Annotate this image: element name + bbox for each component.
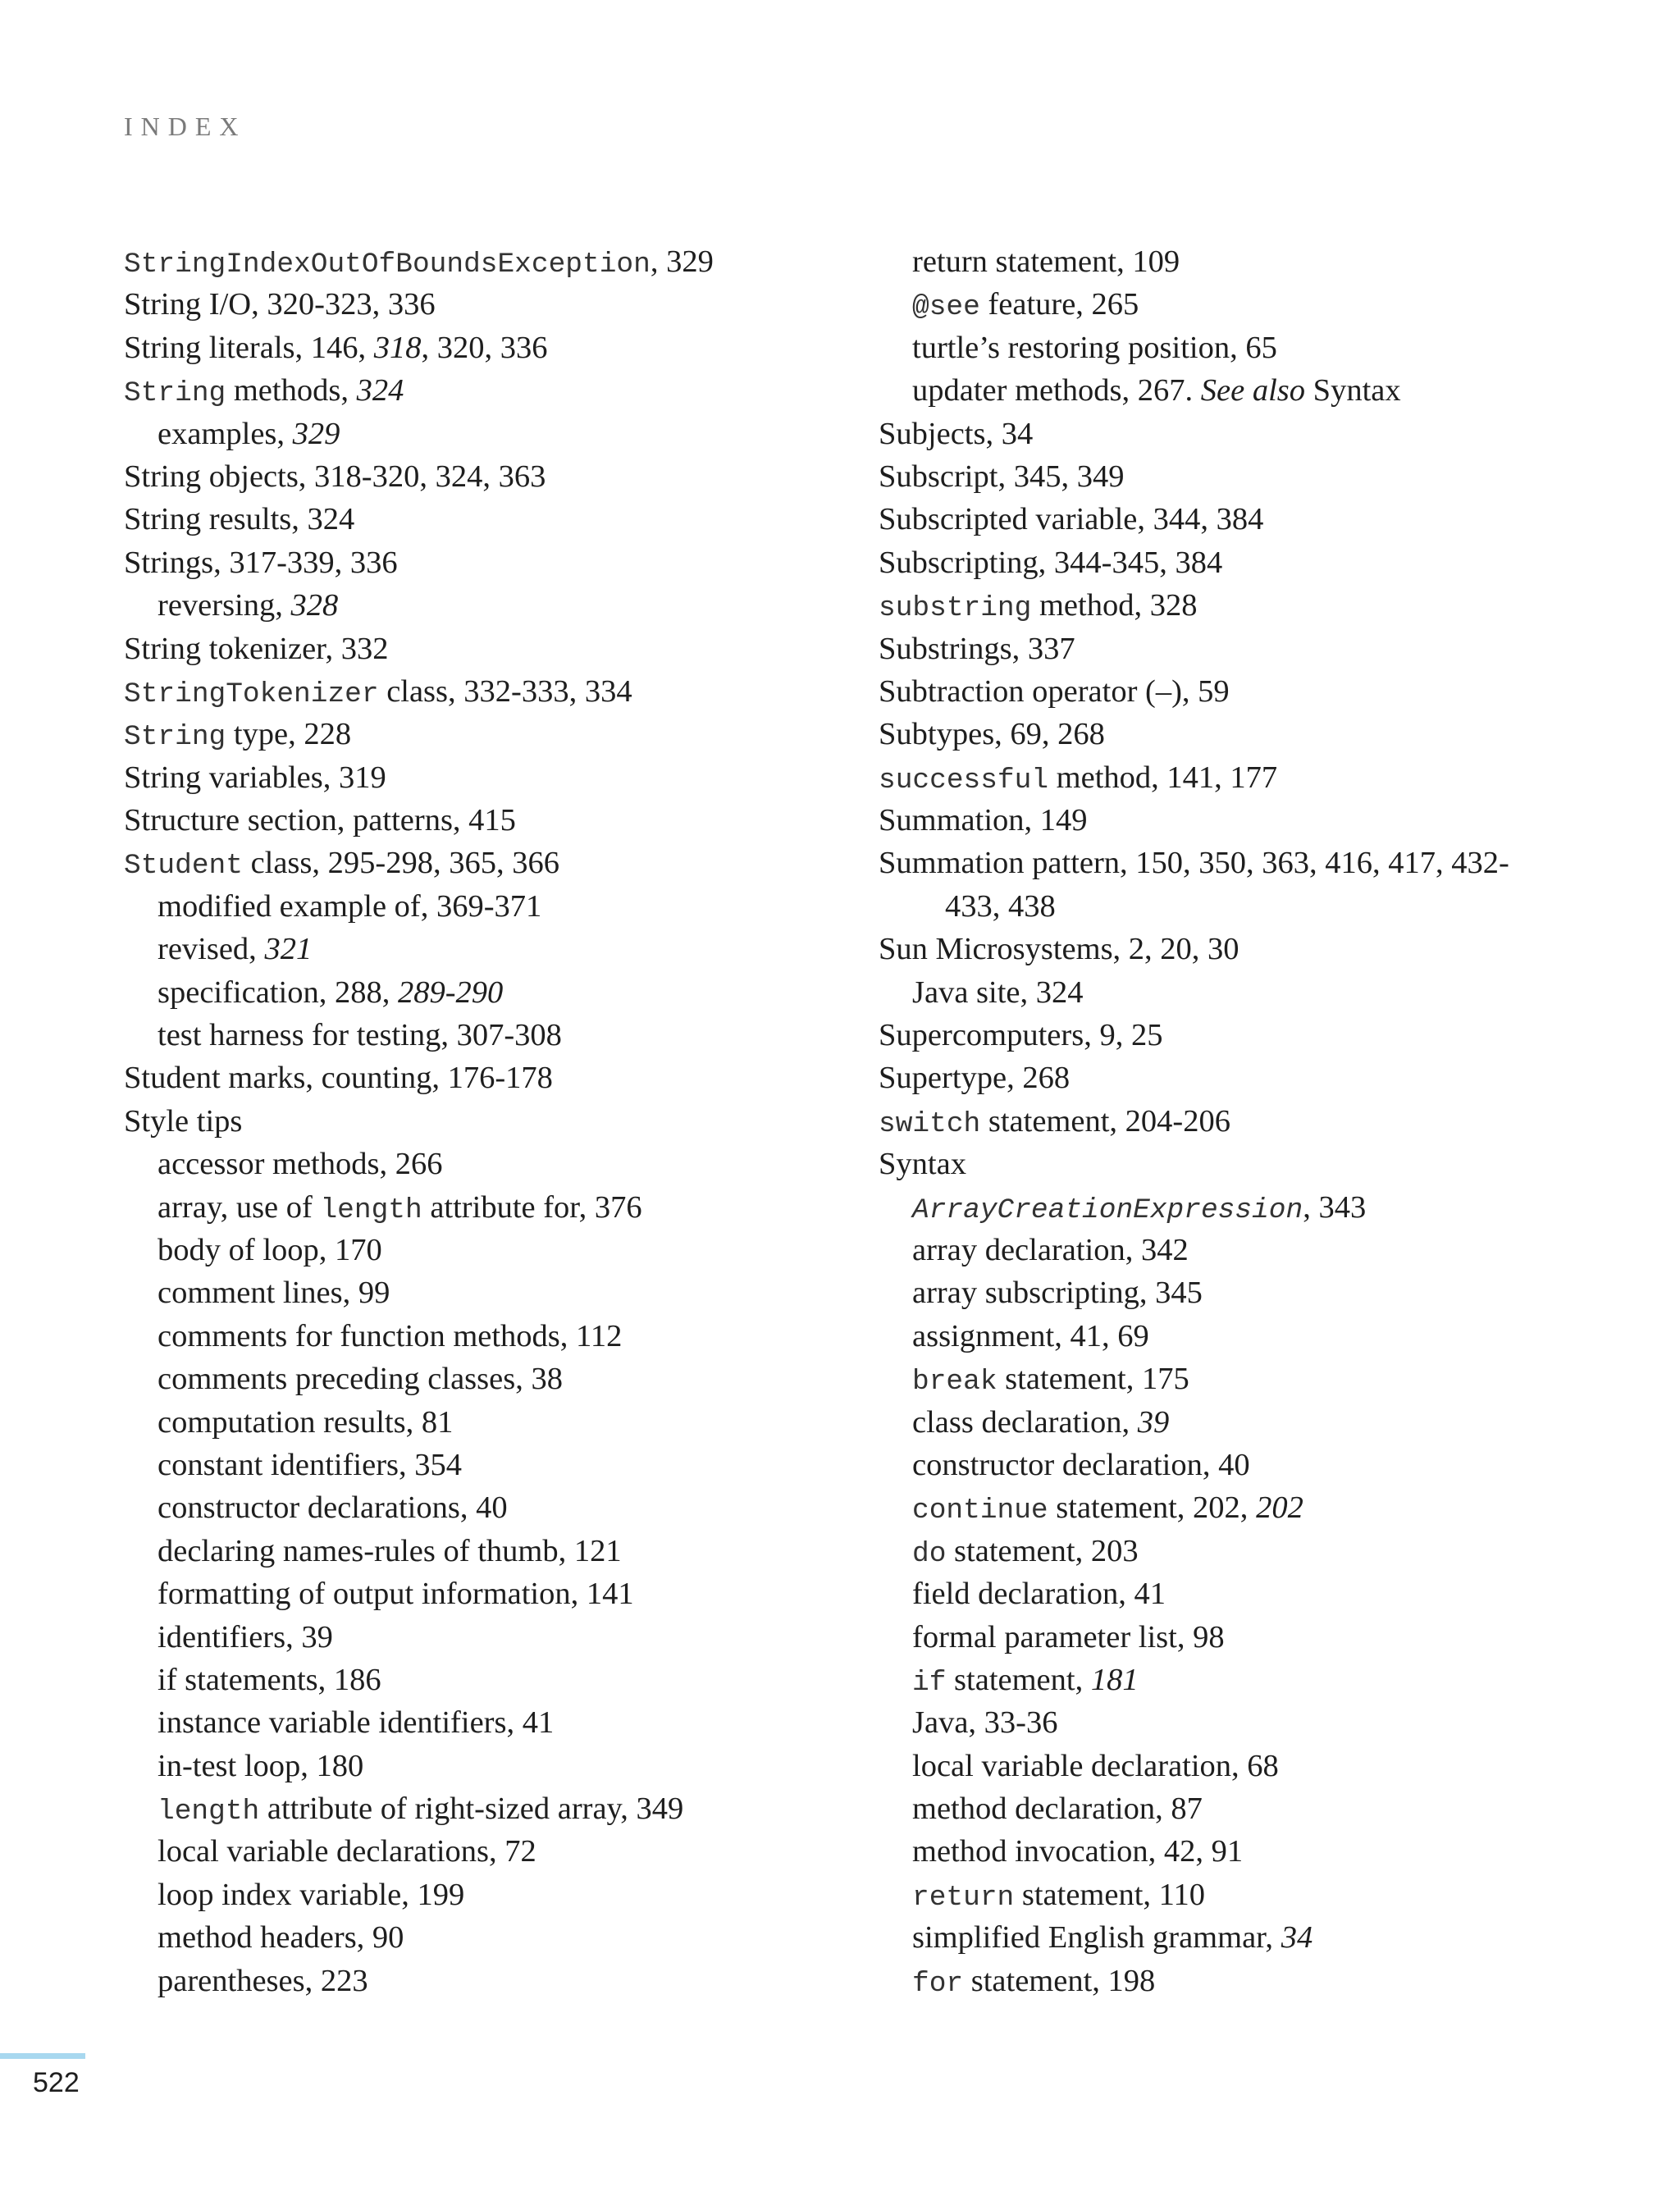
index-entry bbox=[879, 455, 1584, 498]
entry-text: Syntax bbox=[879, 1147, 966, 1182]
entry-text: Supercomputers, 9, 25 bbox=[879, 1018, 1163, 1053]
index-entry bbox=[879, 842, 1584, 884]
entry-text: comments preceding classes, 38 bbox=[158, 1362, 563, 1397]
entry-text: statement, 198 bbox=[963, 1963, 1156, 1998]
entry-text: Substrings, 337 bbox=[879, 631, 1075, 666]
entry-text: if statements, 186 bbox=[158, 1662, 381, 1697]
index-entry bbox=[124, 326, 862, 369]
entry-text: comment lines, 99 bbox=[158, 1276, 390, 1311]
index-entry bbox=[124, 799, 862, 842]
index-subentry bbox=[124, 1014, 862, 1057]
running-header: INDEX bbox=[124, 112, 247, 141]
entry-text: 321 bbox=[264, 932, 313, 967]
entry-text: 39 bbox=[1137, 1404, 1170, 1440]
entry-text: 328 bbox=[290, 588, 339, 623]
entry-text: Structure section, patterns, 415 bbox=[124, 803, 516, 838]
entry-text: formatting of output information, 141 bbox=[158, 1577, 634, 1612]
index-subentry bbox=[124, 1745, 862, 1787]
index-subentry bbox=[124, 1143, 862, 1185]
index-subentry bbox=[124, 413, 862, 455]
entry-text: constant identifiers, 354 bbox=[158, 1447, 463, 1482]
index-entry bbox=[879, 670, 1584, 713]
entry-text: parentheses, 223 bbox=[158, 1963, 368, 1998]
index-subentry bbox=[124, 584, 862, 627]
code-term: successful bbox=[879, 764, 1049, 796]
index-subentry bbox=[879, 1358, 1584, 1400]
index-subentry bbox=[124, 1572, 862, 1615]
index-subentry bbox=[879, 1874, 1584, 1916]
footer-accent-bar bbox=[0, 2053, 85, 2059]
entry-text: 318 bbox=[373, 330, 422, 365]
entry-text: constructor declarations, 40 bbox=[158, 1490, 508, 1526]
entry-text: feature, 265 bbox=[979, 287, 1139, 322]
entry-text: Summation pattern, 150, 350, 363, 416, 417, 432- bbox=[879, 846, 1509, 881]
entry-text: 34 bbox=[1281, 1920, 1313, 1956]
index-entry bbox=[124, 713, 862, 755]
code-term: ArrayCreationExpression bbox=[912, 1193, 1303, 1226]
index-column-right bbox=[879, 240, 1584, 2002]
entry-text: computation results, 81 bbox=[158, 1404, 454, 1440]
entry-text: accessor methods, 266 bbox=[158, 1147, 443, 1182]
index-subentry bbox=[879, 1916, 1584, 1959]
index-subentry bbox=[879, 283, 1584, 326]
entry-text: 181 bbox=[1090, 1662, 1139, 1697]
index-subentry bbox=[879, 1401, 1584, 1444]
code-term: length bbox=[320, 1193, 422, 1226]
index-subentry bbox=[879, 1315, 1584, 1358]
index-entry bbox=[879, 799, 1584, 842]
index-subentry bbox=[879, 326, 1584, 369]
index-subentry bbox=[879, 1229, 1584, 1271]
index-subentry bbox=[124, 885, 862, 928]
entry-text: array, use of bbox=[158, 1189, 321, 1225]
index-entry bbox=[124, 670, 862, 713]
entry-text: Student marks, counting, 176-178 bbox=[124, 1061, 553, 1096]
index-subentry bbox=[879, 1486, 1584, 1529]
entry-text: field declaration, 41 bbox=[912, 1577, 1166, 1612]
index-entry bbox=[124, 283, 862, 326]
index-entry bbox=[124, 455, 862, 498]
entry-text: array subscripting, 345 bbox=[912, 1276, 1203, 1311]
entry-text: Subscripted variable, 344, 384 bbox=[879, 502, 1264, 537]
code-term: String bbox=[124, 377, 226, 410]
index-entry bbox=[124, 240, 862, 283]
entry-text: Subtraction operator (–), 59 bbox=[879, 673, 1230, 709]
entry-text: examples, bbox=[158, 416, 293, 451]
index-subentry bbox=[124, 1874, 862, 1916]
entry-text: methods, bbox=[226, 373, 357, 408]
entry-text: comments for function methods, 112 bbox=[158, 1318, 623, 1353]
entry-text: statement, bbox=[946, 1662, 1091, 1697]
entry-text: See also bbox=[1200, 373, 1306, 408]
index-subentry bbox=[124, 1787, 862, 1830]
entry-text: class declaration, bbox=[912, 1404, 1138, 1440]
index-column-left bbox=[124, 240, 862, 2002]
index-subentry bbox=[124, 1659, 862, 1701]
index-entry bbox=[879, 584, 1584, 627]
index-entry bbox=[879, 713, 1584, 755]
index-entry bbox=[879, 628, 1584, 670]
index-subentry bbox=[879, 885, 1584, 928]
index-subentry bbox=[879, 1659, 1584, 1701]
index-entry bbox=[879, 756, 1584, 799]
index-subentry bbox=[879, 1444, 1584, 1486]
entry-text: Syntax bbox=[1305, 373, 1401, 408]
entry-text: String objects, 318-320, 324, 363 bbox=[124, 459, 546, 494]
index-subentry bbox=[879, 1271, 1584, 1314]
index-subentry bbox=[124, 928, 862, 970]
index-entry bbox=[124, 541, 862, 584]
code-term: @see bbox=[912, 291, 980, 324]
entry-text: method, 328 bbox=[1031, 588, 1198, 623]
entry-text: statement, 175 bbox=[997, 1362, 1189, 1397]
entry-text: class, 295-298, 365, 366 bbox=[242, 846, 559, 881]
index-entry bbox=[879, 1143, 1584, 1185]
entry-text: reversing, bbox=[158, 588, 291, 623]
entry-text: 433, 438 bbox=[945, 888, 1056, 924]
entry-text: attribute for, 376 bbox=[422, 1189, 642, 1225]
index-subentry bbox=[124, 1444, 862, 1486]
index-entry bbox=[124, 1100, 862, 1143]
index-subentry bbox=[124, 1401, 862, 1444]
code-term: Student bbox=[124, 850, 243, 883]
code-term: switch bbox=[879, 1107, 981, 1140]
index-subentry bbox=[124, 1960, 862, 2002]
code-term: String bbox=[124, 721, 226, 754]
index-subentry bbox=[124, 1701, 862, 1744]
entry-text: Supertype, 268 bbox=[879, 1061, 1071, 1096]
entry-text: statement, 202, bbox=[1048, 1490, 1257, 1526]
entry-text: updater methods, 267. bbox=[912, 373, 1201, 408]
index-subentry bbox=[879, 1701, 1584, 1744]
entry-text: statement, 110 bbox=[1014, 1877, 1205, 1912]
index-subentry bbox=[124, 1229, 862, 1271]
entry-text: Sun Microsystems, 2, 20, 30 bbox=[879, 932, 1239, 967]
entry-text: 329 bbox=[292, 416, 340, 451]
index-entry bbox=[124, 1057, 862, 1099]
index-subentry bbox=[879, 1745, 1584, 1787]
entry-text: method declaration, 87 bbox=[912, 1791, 1203, 1827]
code-term: return bbox=[912, 1881, 1015, 1914]
entry-text: method, 141, 177 bbox=[1048, 760, 1278, 795]
entry-text: turtle’s restoring position, 65 bbox=[912, 330, 1277, 365]
index-subentry bbox=[124, 1315, 862, 1358]
code-term: for bbox=[912, 1967, 964, 2000]
index-entry bbox=[124, 628, 862, 670]
entry-text: statement, 204-206 bbox=[980, 1103, 1230, 1139]
entry-text: String variables, 319 bbox=[124, 760, 386, 795]
entry-text: method headers, 90 bbox=[158, 1920, 404, 1956]
code-term: length bbox=[158, 1796, 260, 1828]
entry-text: String I/O, 320-323, 336 bbox=[124, 287, 436, 322]
entry-text: return statement, 109 bbox=[912, 244, 1180, 279]
entry-text: test harness for testing, 307-308 bbox=[158, 1018, 562, 1053]
entry-text: String results, 324 bbox=[124, 502, 355, 537]
index-entry bbox=[879, 1057, 1584, 1099]
index-entry bbox=[879, 413, 1584, 455]
entry-text: modified example of, 369-371 bbox=[158, 888, 542, 924]
code-term: substring bbox=[879, 592, 1032, 625]
entry-text: statement, 203 bbox=[946, 1533, 1139, 1568]
entry-text: in-test loop, 180 bbox=[158, 1748, 364, 1783]
index-subentry bbox=[124, 1271, 862, 1314]
index-entry bbox=[124, 842, 862, 884]
entry-text: body of loop, 170 bbox=[158, 1232, 382, 1267]
entry-text: constructor declaration, 40 bbox=[912, 1447, 1250, 1482]
index-subentry bbox=[879, 240, 1584, 283]
code-term: if bbox=[912, 1666, 947, 1699]
index-entry bbox=[124, 369, 862, 412]
index-subentry bbox=[124, 1616, 862, 1659]
entry-text: , 343 bbox=[1303, 1189, 1367, 1225]
index-entry bbox=[879, 541, 1584, 584]
index-subentry bbox=[879, 1530, 1584, 1572]
entry-text: Java, 33-36 bbox=[912, 1705, 1058, 1741]
index-entry bbox=[124, 756, 862, 799]
entry-text: array declaration, 342 bbox=[912, 1232, 1189, 1267]
entry-text: method invocation, 42, 91 bbox=[912, 1834, 1244, 1869]
entry-text: instance variable identifiers, 41 bbox=[158, 1705, 555, 1741]
code-term: break bbox=[912, 1366, 998, 1399]
entry-text: specification, 288, bbox=[158, 974, 398, 1010]
index-subentry bbox=[879, 1572, 1584, 1615]
index-entry bbox=[879, 498, 1584, 541]
index-subentry bbox=[124, 1530, 862, 1572]
code-term: StringIndexOutOfBoundsException bbox=[124, 249, 651, 281]
entry-text: 324 bbox=[356, 373, 404, 408]
entry-text: local variable declarations, 72 bbox=[158, 1834, 536, 1869]
index-entry bbox=[879, 1100, 1584, 1143]
page-number: 522 bbox=[33, 2067, 80, 2098]
entry-text: attribute of right-sized array, 349 bbox=[259, 1791, 684, 1827]
index-subentry bbox=[879, 1830, 1584, 1873]
index-subentry bbox=[124, 1830, 862, 1873]
index-subentry bbox=[124, 971, 862, 1014]
index-subentry bbox=[124, 1486, 862, 1529]
code-term: continue bbox=[912, 1495, 1048, 1527]
entry-text: Summation, 149 bbox=[879, 803, 1088, 838]
index-subentry bbox=[879, 1186, 1584, 1229]
entry-text: local variable declaration, 68 bbox=[912, 1748, 1279, 1783]
entry-text: 289-290 bbox=[397, 974, 504, 1010]
entry-text: Subjects, 34 bbox=[879, 416, 1034, 451]
entry-text: identifiers, 39 bbox=[158, 1619, 333, 1654]
entry-text: Subscripting, 344-345, 384 bbox=[879, 545, 1223, 580]
index-entry bbox=[879, 1014, 1584, 1057]
entry-text: Subscript, 345, 349 bbox=[879, 459, 1125, 494]
entry-text: loop index variable, 199 bbox=[158, 1877, 465, 1912]
entry-text: String literals, 146, bbox=[124, 330, 374, 365]
entry-text: simplified English grammar, bbox=[912, 1920, 1281, 1956]
entry-text: class, 332-333, 334 bbox=[378, 673, 632, 709]
index-subentry bbox=[124, 1358, 862, 1400]
index-subentry bbox=[879, 1960, 1584, 2002]
entry-text: revised, bbox=[158, 932, 265, 967]
entry-text: , 329 bbox=[650, 244, 714, 279]
entry-text: String tokenizer, 332 bbox=[124, 631, 389, 666]
code-term: do bbox=[912, 1537, 947, 1570]
entry-text: Subtypes, 69, 268 bbox=[879, 717, 1105, 752]
entry-text: type, 228 bbox=[226, 717, 352, 752]
index-subentry bbox=[124, 1186, 862, 1229]
index-subentry bbox=[879, 369, 1584, 412]
entry-text: assignment, 41, 69 bbox=[912, 1318, 1149, 1353]
entry-text: , 320, 336 bbox=[421, 330, 548, 365]
index-entry bbox=[879, 928, 1584, 970]
code-term: StringTokenizer bbox=[124, 678, 379, 710]
entry-text: Strings, 317-339, 336 bbox=[124, 545, 398, 580]
entry-text: 202 bbox=[1256, 1490, 1303, 1526]
index-subentry bbox=[879, 1616, 1584, 1659]
index-subentry bbox=[879, 1787, 1584, 1830]
index-subentry bbox=[124, 1916, 862, 1959]
entry-text: declaring names-rules of thumb, 121 bbox=[158, 1533, 622, 1568]
index-entry bbox=[124, 498, 862, 541]
index-subentry bbox=[879, 971, 1584, 1014]
entry-text: Style tips bbox=[124, 1103, 243, 1139]
entry-text: formal parameter list, 98 bbox=[912, 1619, 1225, 1654]
entry-text: Java site, 324 bbox=[912, 974, 1084, 1010]
